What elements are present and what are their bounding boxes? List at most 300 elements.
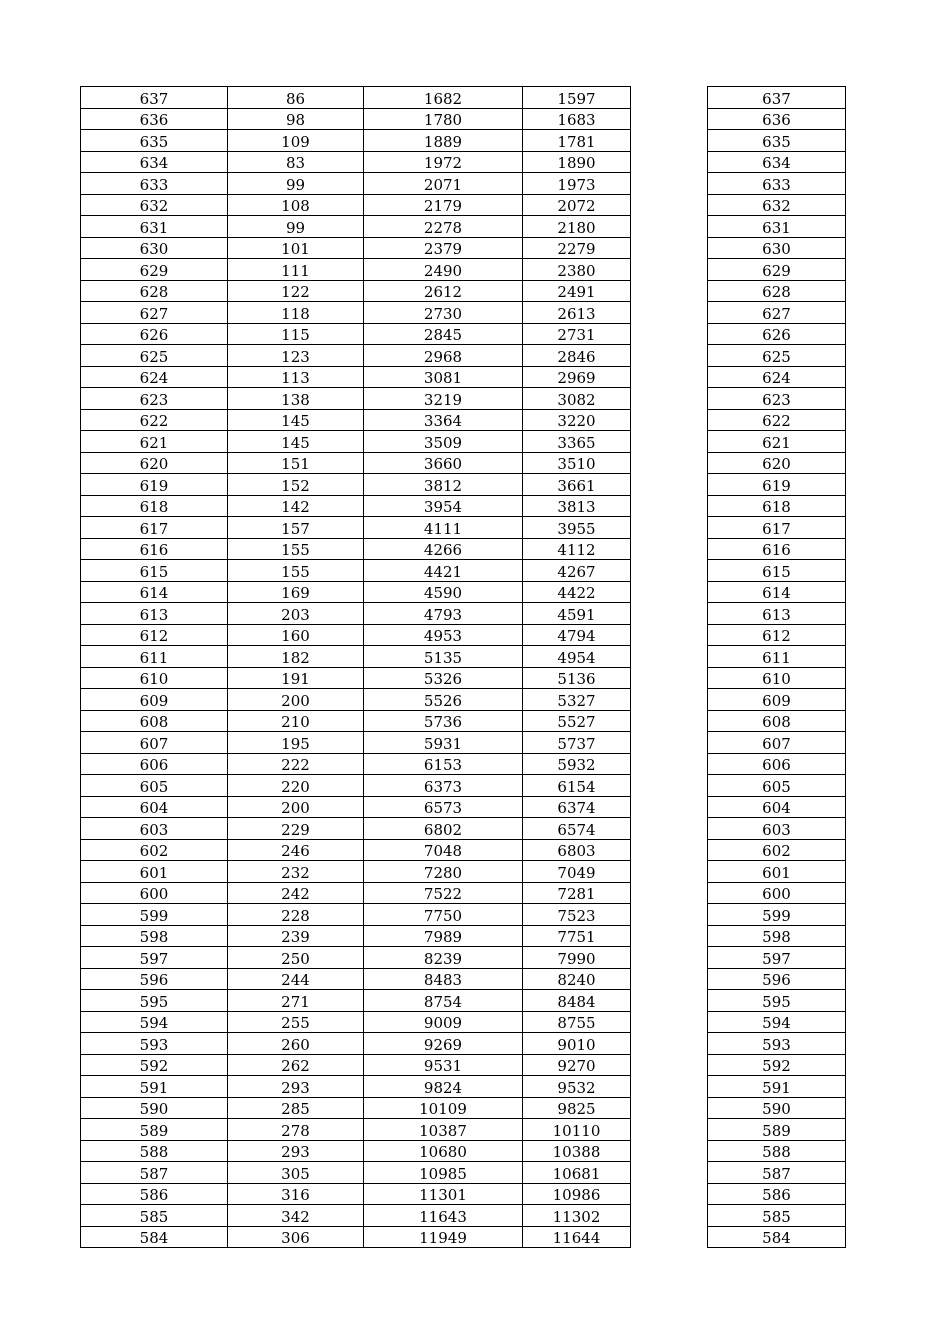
table-row xyxy=(81,732,631,754)
table-row xyxy=(81,87,631,109)
cumulative-cell: 9269 xyxy=(364,1033,523,1055)
count-cell: 228 xyxy=(228,904,364,926)
score-cell: 596 xyxy=(81,968,228,990)
table-row xyxy=(708,732,846,754)
score-cell: 605 xyxy=(708,775,846,797)
score-cell: 604 xyxy=(708,796,846,818)
cumulative-cell: 4421 xyxy=(364,560,523,582)
score-cell: 601 xyxy=(708,861,846,883)
rank-start-cell: 5327 xyxy=(523,689,631,711)
count-cell: 271 xyxy=(228,990,364,1012)
table-row xyxy=(81,775,631,797)
rank-start-cell: 3661 xyxy=(523,474,631,496)
count-cell: 195 xyxy=(228,732,364,754)
score-cell: 588 xyxy=(81,1140,228,1162)
table-row xyxy=(81,538,631,560)
count-cell: 260 xyxy=(228,1033,364,1055)
table-row xyxy=(708,603,846,625)
table-row xyxy=(81,409,631,431)
table-row xyxy=(81,1033,631,1055)
table-row xyxy=(708,517,846,539)
cumulative-cell: 1972 xyxy=(364,151,523,173)
table-row xyxy=(708,1119,846,1141)
table-row xyxy=(708,130,846,152)
score-cell: 585 xyxy=(708,1205,846,1227)
score-cell: 611 xyxy=(81,646,228,668)
cumulative-cell: 8754 xyxy=(364,990,523,1012)
table-row xyxy=(708,474,846,496)
rank-start-cell: 6574 xyxy=(523,818,631,840)
rank-start-cell: 11302 xyxy=(523,1205,631,1227)
cumulative-cell: 2612 xyxy=(364,280,523,302)
cumulative-cell: 5135 xyxy=(364,646,523,668)
table-row xyxy=(81,689,631,711)
score-cell: 637 xyxy=(708,87,846,109)
count-cell: 244 xyxy=(228,968,364,990)
count-cell: 99 xyxy=(228,173,364,195)
score-cell: 621 xyxy=(708,431,846,453)
table-row xyxy=(81,431,631,453)
score-cell: 614 xyxy=(81,581,228,603)
score-cell: 588 xyxy=(708,1140,846,1162)
table-row xyxy=(708,345,846,367)
table-row xyxy=(81,882,631,904)
score-index-table xyxy=(707,86,846,1248)
rank-start-cell: 9825 xyxy=(523,1097,631,1119)
score-cell: 590 xyxy=(81,1097,228,1119)
table-row xyxy=(81,947,631,969)
table-row xyxy=(708,173,846,195)
table-row xyxy=(708,1054,846,1076)
rank-start-cell: 3082 xyxy=(523,388,631,410)
table-row xyxy=(81,624,631,646)
table-row xyxy=(708,753,846,775)
score-cell: 623 xyxy=(708,388,846,410)
count-cell: 285 xyxy=(228,1097,364,1119)
count-cell: 123 xyxy=(228,345,364,367)
table-row xyxy=(81,259,631,281)
score-cell: 608 xyxy=(708,710,846,732)
score-cell: 617 xyxy=(81,517,228,539)
score-cell: 613 xyxy=(81,603,228,625)
rank-start-cell: 9532 xyxy=(523,1076,631,1098)
table-row xyxy=(81,1119,631,1141)
score-cell: 636 xyxy=(708,108,846,130)
table-row xyxy=(81,1054,631,1076)
table-row xyxy=(81,818,631,840)
score-cell: 598 xyxy=(81,925,228,947)
score-cell: 631 xyxy=(708,216,846,238)
count-cell: 113 xyxy=(228,366,364,388)
table-row xyxy=(81,1140,631,1162)
table-row xyxy=(708,108,846,130)
score-cell: 626 xyxy=(81,323,228,345)
score-cell: 599 xyxy=(708,904,846,926)
rank-start-cell: 10388 xyxy=(523,1140,631,1162)
table-row xyxy=(81,796,631,818)
count-cell: 155 xyxy=(228,538,364,560)
table-row xyxy=(81,1183,631,1205)
count-cell: 155 xyxy=(228,560,364,582)
table-row xyxy=(81,388,631,410)
score-cell: 606 xyxy=(81,753,228,775)
table-row xyxy=(708,861,846,883)
rank-start-cell: 3510 xyxy=(523,452,631,474)
count-cell: 232 xyxy=(228,861,364,883)
count-cell: 306 xyxy=(228,1226,364,1248)
table-row xyxy=(708,560,846,582)
rank-start-cell: 1973 xyxy=(523,173,631,195)
table-row xyxy=(81,560,631,582)
cumulative-cell: 7280 xyxy=(364,861,523,883)
rank-start-cell: 1890 xyxy=(523,151,631,173)
score-cell: 614 xyxy=(708,581,846,603)
table-row xyxy=(708,796,846,818)
table-row xyxy=(81,1076,631,1098)
table-row xyxy=(81,108,631,130)
rank-start-cell: 4267 xyxy=(523,560,631,582)
count-cell: 293 xyxy=(228,1140,364,1162)
table-row xyxy=(708,990,846,1012)
rank-start-cell: 2380 xyxy=(523,259,631,281)
cumulative-cell: 1682 xyxy=(364,87,523,109)
table-row xyxy=(81,345,631,367)
score-cell: 624 xyxy=(81,366,228,388)
table-row xyxy=(708,409,846,431)
count-cell: 182 xyxy=(228,646,364,668)
table-row xyxy=(81,603,631,625)
score-cell: 586 xyxy=(708,1183,846,1205)
table-row xyxy=(81,925,631,947)
score-cell: 611 xyxy=(708,646,846,668)
score-cell: 585 xyxy=(81,1205,228,1227)
score-cell: 604 xyxy=(81,796,228,818)
cumulative-cell: 7522 xyxy=(364,882,523,904)
rank-start-cell: 6803 xyxy=(523,839,631,861)
cumulative-cell: 2490 xyxy=(364,259,523,281)
rank-start-cell: 1781 xyxy=(523,130,631,152)
cumulative-cell: 7989 xyxy=(364,925,523,947)
rank-start-cell: 6154 xyxy=(523,775,631,797)
table-row xyxy=(708,1033,846,1055)
table-row xyxy=(708,388,846,410)
count-cell: 108 xyxy=(228,194,364,216)
score-cell: 607 xyxy=(81,732,228,754)
table-row xyxy=(708,1162,846,1184)
cumulative-cell: 4111 xyxy=(364,517,523,539)
table-row xyxy=(708,1140,846,1162)
score-cell: 632 xyxy=(81,194,228,216)
cumulative-cell: 6573 xyxy=(364,796,523,818)
score-cell: 592 xyxy=(81,1054,228,1076)
score-cell: 628 xyxy=(81,280,228,302)
table-row xyxy=(708,1226,846,1248)
table-row xyxy=(708,839,846,861)
score-cell: 591 xyxy=(708,1076,846,1098)
rank-start-cell: 2731 xyxy=(523,323,631,345)
count-cell: 157 xyxy=(228,517,364,539)
rank-start-cell: 5737 xyxy=(523,732,631,754)
table-row xyxy=(81,194,631,216)
score-cell: 597 xyxy=(708,947,846,969)
cumulative-cell: 4793 xyxy=(364,603,523,625)
table-row xyxy=(81,1162,631,1184)
score-distribution-table xyxy=(80,86,631,1248)
score-cell: 625 xyxy=(708,345,846,367)
count-cell: 86 xyxy=(228,87,364,109)
count-cell: 293 xyxy=(228,1076,364,1098)
cumulative-cell: 7750 xyxy=(364,904,523,926)
table-row xyxy=(81,839,631,861)
table-row xyxy=(81,1205,631,1227)
score-cell: 624 xyxy=(708,366,846,388)
table-row xyxy=(81,646,631,668)
rank-start-cell: 8755 xyxy=(523,1011,631,1033)
rank-start-cell: 11644 xyxy=(523,1226,631,1248)
table-row xyxy=(81,237,631,259)
cumulative-cell: 2278 xyxy=(364,216,523,238)
score-cell: 630 xyxy=(81,237,228,259)
count-cell: 122 xyxy=(228,280,364,302)
table-row xyxy=(708,667,846,689)
table-row xyxy=(708,1097,846,1119)
score-cell: 605 xyxy=(81,775,228,797)
count-cell: 98 xyxy=(228,108,364,130)
cumulative-cell: 9531 xyxy=(364,1054,523,1076)
count-cell: 109 xyxy=(228,130,364,152)
cumulative-cell: 5736 xyxy=(364,710,523,732)
rank-start-cell: 4591 xyxy=(523,603,631,625)
table-row xyxy=(708,646,846,668)
cumulative-cell: 3660 xyxy=(364,452,523,474)
rank-start-cell: 3365 xyxy=(523,431,631,453)
cumulative-cell: 2179 xyxy=(364,194,523,216)
score-cell: 625 xyxy=(81,345,228,367)
cumulative-cell: 3954 xyxy=(364,495,523,517)
score-cell: 608 xyxy=(81,710,228,732)
count-cell: 278 xyxy=(228,1119,364,1141)
table-row xyxy=(708,259,846,281)
table-row xyxy=(708,689,846,711)
score-cell: 617 xyxy=(708,517,846,539)
cumulative-cell: 10109 xyxy=(364,1097,523,1119)
table-row xyxy=(81,495,631,517)
table-row xyxy=(81,1226,631,1248)
score-cell: 600 xyxy=(81,882,228,904)
count-cell: 169 xyxy=(228,581,364,603)
cumulative-cell: 10680 xyxy=(364,1140,523,1162)
count-cell: 342 xyxy=(228,1205,364,1227)
rank-start-cell: 6374 xyxy=(523,796,631,818)
count-cell: 222 xyxy=(228,753,364,775)
rank-start-cell: 10986 xyxy=(523,1183,631,1205)
score-cell: 615 xyxy=(81,560,228,582)
count-cell: 255 xyxy=(228,1011,364,1033)
score-cell: 623 xyxy=(81,388,228,410)
score-cell: 613 xyxy=(708,603,846,625)
cumulative-cell: 4953 xyxy=(364,624,523,646)
cumulative-cell: 4266 xyxy=(364,538,523,560)
cumulative-cell: 9009 xyxy=(364,1011,523,1033)
table-row xyxy=(81,667,631,689)
score-cell: 586 xyxy=(81,1183,228,1205)
score-cell: 622 xyxy=(81,409,228,431)
score-cell: 584 xyxy=(708,1226,846,1248)
count-cell: 142 xyxy=(228,495,364,517)
score-cell: 633 xyxy=(81,173,228,195)
table-row xyxy=(81,1097,631,1119)
rank-start-cell: 4112 xyxy=(523,538,631,560)
table-row xyxy=(708,302,846,324)
cumulative-cell: 5326 xyxy=(364,667,523,689)
rank-start-cell: 2491 xyxy=(523,280,631,302)
table-row xyxy=(708,431,846,453)
score-cell: 635 xyxy=(81,130,228,152)
count-cell: 160 xyxy=(228,624,364,646)
score-cell: 593 xyxy=(708,1033,846,1055)
score-cell: 607 xyxy=(708,732,846,754)
count-cell: 305 xyxy=(228,1162,364,1184)
cumulative-cell: 1780 xyxy=(364,108,523,130)
score-cell: 595 xyxy=(81,990,228,1012)
count-cell: 316 xyxy=(228,1183,364,1205)
score-cell: 584 xyxy=(81,1226,228,1248)
table-row xyxy=(708,968,846,990)
table-row xyxy=(81,710,631,732)
rank-start-cell: 8484 xyxy=(523,990,631,1012)
rank-start-cell: 4954 xyxy=(523,646,631,668)
score-cell: 619 xyxy=(81,474,228,496)
count-cell: 111 xyxy=(228,259,364,281)
count-cell: 99 xyxy=(228,216,364,238)
cumulative-cell: 3081 xyxy=(364,366,523,388)
table-row xyxy=(708,818,846,840)
rank-start-cell: 5527 xyxy=(523,710,631,732)
rank-start-cell: 3955 xyxy=(523,517,631,539)
rank-start-cell: 10681 xyxy=(523,1162,631,1184)
score-cell: 631 xyxy=(81,216,228,238)
score-cell: 597 xyxy=(81,947,228,969)
rank-start-cell: 9270 xyxy=(523,1054,631,1076)
score-cell: 612 xyxy=(81,624,228,646)
rank-start-cell: 1683 xyxy=(523,108,631,130)
table-row xyxy=(708,882,846,904)
count-cell: 138 xyxy=(228,388,364,410)
table-row xyxy=(708,925,846,947)
count-cell: 145 xyxy=(228,409,364,431)
table-row xyxy=(708,904,846,926)
score-cell: 616 xyxy=(708,538,846,560)
count-cell: 200 xyxy=(228,689,364,711)
rank-start-cell: 4422 xyxy=(523,581,631,603)
cumulative-cell: 3812 xyxy=(364,474,523,496)
cumulative-cell: 8483 xyxy=(364,968,523,990)
cumulative-cell: 1889 xyxy=(364,130,523,152)
score-cell: 635 xyxy=(708,130,846,152)
score-index-table-body xyxy=(708,87,846,1248)
score-cell: 593 xyxy=(81,1033,228,1055)
score-cell: 592 xyxy=(708,1054,846,1076)
cumulative-cell: 10387 xyxy=(364,1119,523,1141)
score-cell: 589 xyxy=(81,1119,228,1141)
count-cell: 250 xyxy=(228,947,364,969)
table-row xyxy=(81,968,631,990)
score-cell: 603 xyxy=(81,818,228,840)
score-cell: 602 xyxy=(81,839,228,861)
score-cell: 606 xyxy=(708,753,846,775)
table-row xyxy=(708,87,846,109)
score-cell: 634 xyxy=(81,151,228,173)
table-row xyxy=(81,1011,631,1033)
table-row xyxy=(708,1011,846,1033)
table-row xyxy=(708,538,846,560)
score-cell: 620 xyxy=(708,452,846,474)
score-cell: 627 xyxy=(708,302,846,324)
rank-start-cell: 3220 xyxy=(523,409,631,431)
count-cell: 115 xyxy=(228,323,364,345)
count-cell: 220 xyxy=(228,775,364,797)
score-cell: 629 xyxy=(708,259,846,281)
rank-start-cell: 8240 xyxy=(523,968,631,990)
rank-start-cell: 10110 xyxy=(523,1119,631,1141)
score-cell: 594 xyxy=(81,1011,228,1033)
score-cell: 587 xyxy=(708,1162,846,1184)
cumulative-cell: 7048 xyxy=(364,839,523,861)
count-cell: 229 xyxy=(228,818,364,840)
rank-start-cell: 7281 xyxy=(523,882,631,904)
count-cell: 210 xyxy=(228,710,364,732)
rank-start-cell: 2072 xyxy=(523,194,631,216)
table-row xyxy=(81,216,631,238)
table-row xyxy=(708,366,846,388)
rank-start-cell: 2846 xyxy=(523,345,631,367)
score-cell: 632 xyxy=(708,194,846,216)
score-cell: 600 xyxy=(708,882,846,904)
table-row xyxy=(708,452,846,474)
score-cell: 619 xyxy=(708,474,846,496)
score-cell: 610 xyxy=(708,667,846,689)
score-cell: 587 xyxy=(81,1162,228,1184)
score-cell: 622 xyxy=(708,409,846,431)
cumulative-cell: 6802 xyxy=(364,818,523,840)
table-row xyxy=(708,495,846,517)
count-cell: 242 xyxy=(228,882,364,904)
table-row xyxy=(708,1076,846,1098)
table-row xyxy=(81,990,631,1012)
table-row xyxy=(81,474,631,496)
score-cell: 601 xyxy=(81,861,228,883)
count-cell: 83 xyxy=(228,151,364,173)
table-row xyxy=(708,947,846,969)
count-cell: 203 xyxy=(228,603,364,625)
rank-start-cell: 2969 xyxy=(523,366,631,388)
score-cell: 595 xyxy=(708,990,846,1012)
rank-start-cell: 3813 xyxy=(523,495,631,517)
count-cell: 239 xyxy=(228,925,364,947)
cumulative-cell: 2071 xyxy=(364,173,523,195)
score-cell: 603 xyxy=(708,818,846,840)
score-cell: 589 xyxy=(708,1119,846,1141)
table-row xyxy=(81,861,631,883)
table-row xyxy=(81,581,631,603)
table-row xyxy=(81,302,631,324)
score-cell: 590 xyxy=(708,1097,846,1119)
count-cell: 152 xyxy=(228,474,364,496)
table-row xyxy=(81,753,631,775)
table-row xyxy=(708,1183,846,1205)
score-cell: 626 xyxy=(708,323,846,345)
score-cell: 627 xyxy=(81,302,228,324)
